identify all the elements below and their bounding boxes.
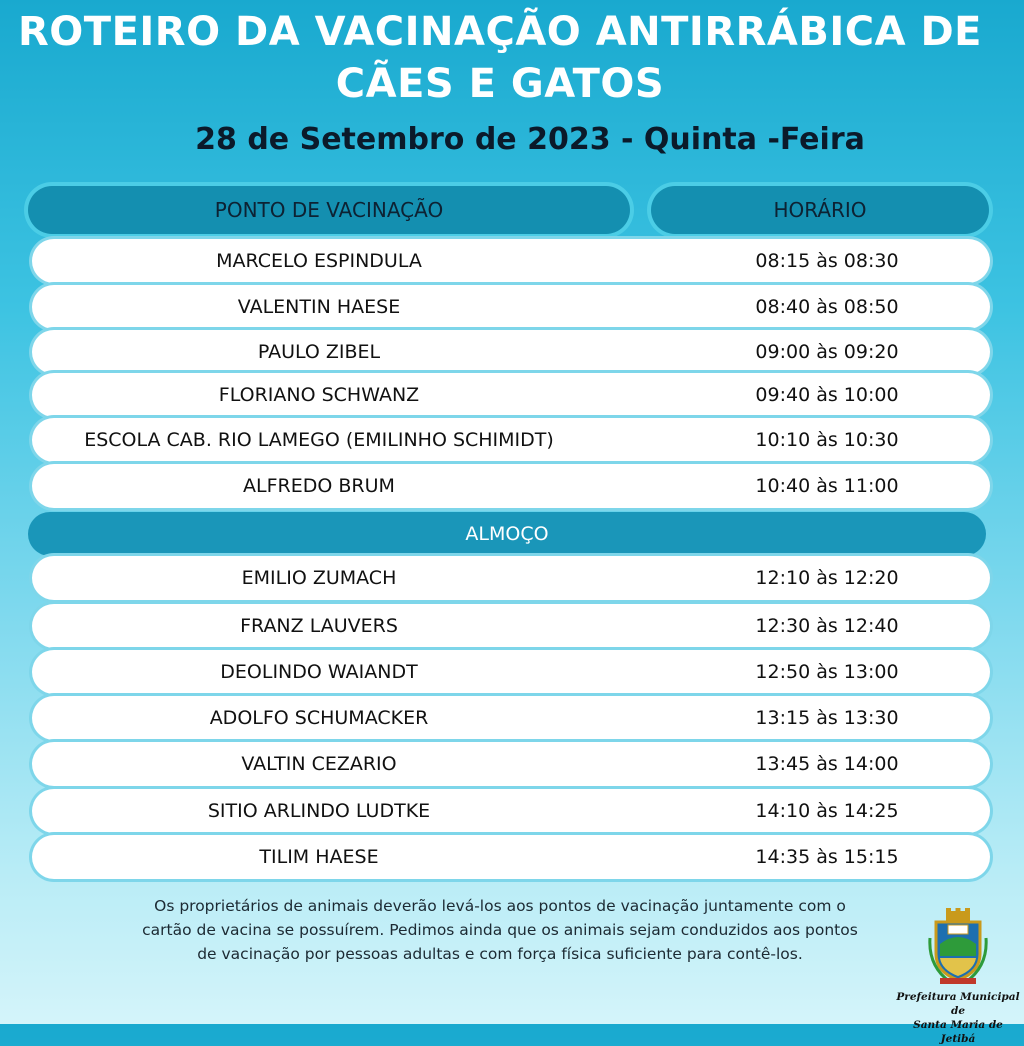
note-line-3: de vacinação por pessoas adultas e com força física suficiente para contê-los. xyxy=(197,945,803,963)
title-line-1: ROTEIRO DA VACINAÇÃO ANTIRRÁBICA DE xyxy=(17,9,983,55)
table-row xyxy=(32,650,990,694)
vaccination-point: PAULO ZIBEL xyxy=(257,341,381,363)
column-header-time-label: HORÁRIO xyxy=(773,198,867,222)
vaccination-point: MARCELO ESPINDULA xyxy=(216,250,422,272)
table-row xyxy=(32,418,990,462)
vaccination-point: VALENTIN HAESE xyxy=(237,296,401,318)
title-line-2: CÃES E GATOS xyxy=(335,61,665,107)
column-header-place-label: PONTO DE VACINAÇÃO xyxy=(214,198,444,222)
table-row xyxy=(32,239,990,283)
page-title xyxy=(0,6,1000,110)
column-header-place xyxy=(28,186,630,234)
municipality-name xyxy=(896,990,1020,1046)
event-date: 28 de Setembro de 2023 - Quinta -Feira xyxy=(195,122,865,157)
table-row xyxy=(32,742,990,786)
schedule-time: 12:50 às 13:00 xyxy=(755,661,899,683)
schedule-time: 14:10 às 14:25 xyxy=(755,800,899,822)
vaccination-point: TILIM HAESE xyxy=(259,846,379,868)
vaccination-point: SITIO ARLINDO LUDTKE xyxy=(207,800,431,822)
vaccination-point: DEOLINDO WAIANDT xyxy=(220,661,418,683)
table-row xyxy=(32,696,990,740)
table-row xyxy=(32,604,990,648)
schedule-time: 09:40 às 10:00 xyxy=(755,384,899,406)
table-row xyxy=(32,330,990,374)
logo-line-1: Prefeitura Municipal de xyxy=(896,991,1020,1017)
schedule-time: 14:35 às 15:15 xyxy=(755,846,899,868)
vaccination-point: ESCOLA CAB. RIO LAMEGO (EMILINHO SCHIMIDT) xyxy=(84,429,554,451)
table-row xyxy=(32,556,990,600)
coat-of-arms-icon xyxy=(928,908,988,986)
note-line-2: cartão de vacina se possuírem. Pedimos ainda que os animais sejam conduzidos aos pontos xyxy=(142,921,858,939)
schedule-time: 10:10 às 10:30 xyxy=(755,429,899,451)
table-row xyxy=(32,373,990,417)
schedule-time: 08:15 às 08:30 xyxy=(755,250,899,272)
vaccination-point: ADOLFO SCHUMACKER xyxy=(209,707,429,729)
schedule-time: 08:40 às 08:50 xyxy=(755,296,899,318)
schedule-time: 10:40 às 11:00 xyxy=(755,475,899,497)
lunch-break-bar: ALMOÇO xyxy=(28,512,986,556)
table-row xyxy=(32,464,990,508)
schedule-time: 13:15 às 13:30 xyxy=(755,707,899,729)
schedule-time: 09:00 às 09:20 xyxy=(755,341,899,363)
vaccination-point: ALFREDO BRUM xyxy=(243,475,395,497)
column-header-time xyxy=(651,186,989,234)
vaccination-point: VALTIN CEZARIO xyxy=(241,753,397,775)
table-row xyxy=(32,789,990,833)
vaccination-point: FRANZ LAUVERS xyxy=(240,615,398,637)
schedule-time: 13:45 às 14:00 xyxy=(755,753,899,775)
note-line-1: Os proprietários de animais deverão levá-los aos pontos de vacinação juntamente com o xyxy=(154,897,846,915)
table-row xyxy=(32,285,990,329)
schedule-time: 12:30 às 12:40 xyxy=(755,615,899,637)
vaccination-point: EMILIO ZUMACH xyxy=(241,567,397,589)
table-row xyxy=(32,835,990,879)
logo-line-2: Santa Maria de Jetibá xyxy=(913,1019,1003,1045)
vaccination-point: FLORIANO SCHWANZ xyxy=(218,384,420,406)
schedule-time: 12:10 às 12:20 xyxy=(755,567,899,589)
owner-instructions xyxy=(120,894,880,966)
